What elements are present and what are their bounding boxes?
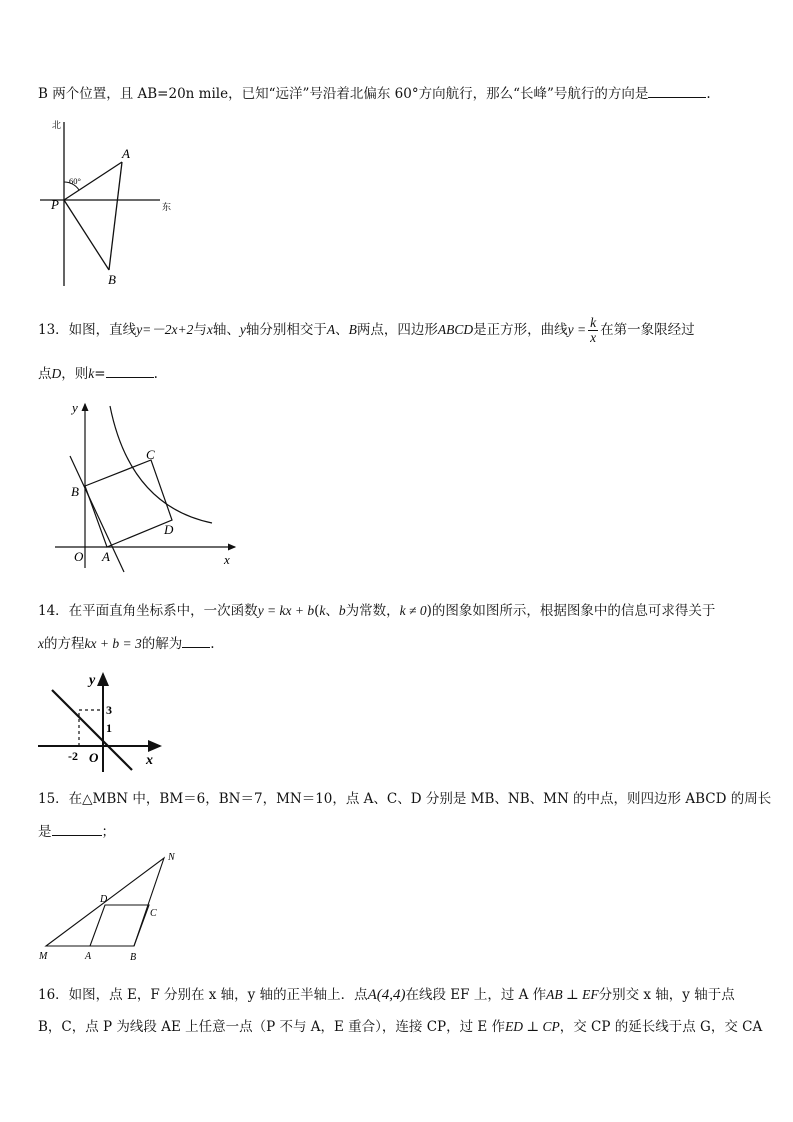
q13-text: ，则 [61, 366, 89, 382]
origin-label: O [89, 750, 99, 765]
q16-perpendicular-2: ED ⊥ CP [505, 1019, 560, 1034]
q13-text: 在第一象限经过 [600, 322, 695, 338]
q15-text-line-1 [38, 790, 771, 808]
q13-var-x: x [206, 322, 213, 337]
q13-text-line-1 [38, 316, 695, 345]
q16-point-a: A(4,4) [367, 987, 406, 1003]
point-c-label: C [150, 908, 157, 919]
q16-text-line-1 [38, 986, 735, 1004]
q13-text: 与 [193, 322, 207, 338]
q14-var-k: k [319, 603, 326, 618]
q14-text: ( [314, 603, 320, 619]
q14-text: 的解为 [141, 636, 183, 652]
q14-figure [36, 668, 166, 776]
q12-figure [36, 112, 176, 292]
q14-var-x: x [38, 636, 44, 651]
q15-figure [36, 848, 186, 968]
q14-function: y = kx + b [257, 603, 315, 618]
x-label: x [224, 552, 230, 567]
q13-text: 点 [38, 366, 52, 382]
q14-text: 为常数， [345, 603, 400, 619]
q14-text: )的图象如图所示，根据图象中的信息可求得关于 [426, 603, 716, 619]
point-d-label: D [100, 894, 108, 905]
point-a-label: A [85, 951, 92, 962]
q13-text-line-2 [38, 364, 158, 383]
east-label: 东 [162, 202, 172, 212]
point-a-label: A [122, 146, 130, 161]
point-c-label: C [146, 447, 155, 462]
north-label: 北 [52, 120, 62, 130]
q13-text: . [153, 366, 158, 382]
y-label: y [89, 673, 96, 688]
q14-text-line-2 [38, 634, 215, 653]
tick-label-neg2: -2 [68, 749, 78, 763]
fraction-denominator: x [590, 330, 597, 345]
point-b-label: B [71, 484, 79, 499]
fraction-numerator: k [590, 315, 597, 330]
quadrilateral-abcd [90, 905, 149, 946]
segment-pb [64, 200, 109, 270]
hyperbola-curve [110, 406, 212, 523]
q13-figure [50, 396, 250, 576]
answer-blank-13[interactable] [106, 364, 154, 378]
q15-text: 是 [38, 824, 52, 840]
segment-ab [109, 162, 122, 270]
q16-perpendicular-1: AB ⊥ EF [546, 987, 599, 1002]
q13-var-k: k [88, 366, 95, 381]
q13-text: 是正方形，曲线 [473, 322, 568, 338]
q13-curve-lhs: y = [567, 322, 587, 337]
q13-text: 13．如图，直线 [38, 322, 137, 338]
q14-text: . [210, 636, 215, 652]
q13-text: 轴、 [212, 322, 240, 338]
q13-var-y: y [239, 322, 246, 337]
point-d-label: D [164, 522, 174, 537]
q12-tail: . [706, 86, 711, 102]
q13-square-name: ABCD [437, 322, 474, 337]
q14-var-b: b [338, 603, 346, 618]
q15-text: 15．在△MBN 中，BM＝6，BN＝7，MN＝10，点 A、C、D 分别是 MB、NB、MN 的中点，则四边形 ABCD 的周长 [38, 791, 772, 807]
point-m-label: M [39, 951, 48, 962]
q16-text: B，C，点 P 为线段 AE 上任意一点（P 不与 A，E 重合），连接 CP，过 E 作 [38, 1019, 506, 1035]
q14-text-line-1 [38, 602, 715, 620]
square-abcd [85, 460, 172, 547]
q14-text: 、 [325, 603, 339, 619]
y-label: y [72, 400, 78, 415]
q16-text-line-2 [38, 1018, 762, 1036]
q13-line-equation: y=－2x+2 [136, 322, 194, 337]
q13-point-b: B [348, 322, 357, 337]
answer-blank-14[interactable] [182, 634, 210, 648]
q16-text: 分别交 x 轴，y 轴于点 [598, 987, 735, 1003]
q16-text: ，交 CP 的延长线于点 G，交 CA [559, 1019, 763, 1035]
q16-text: 16．如图，点 E，F 分别在 x 轴，y 轴的正半轴上．点 [38, 987, 368, 1003]
q14-equation: kx + b = 3 [84, 636, 142, 651]
q13-text: 轴分别相交于 [245, 322, 327, 338]
point-p-label: P [51, 197, 59, 212]
point-b-label: B [108, 272, 116, 287]
tick-label-3: 3 [106, 703, 112, 717]
q12-text-line [38, 84, 711, 103]
q13-fraction [588, 316, 598, 345]
point-n-label: N [168, 852, 175, 863]
answer-blank-15[interactable] [52, 822, 102, 836]
answer-blank-12[interactable] [648, 84, 706, 98]
q16-text: 在线段 EF 上，过 A 作 [405, 987, 547, 1003]
point-b-label: B [130, 952, 137, 963]
q13-text: = [94, 366, 106, 382]
origin-label: O [74, 549, 84, 564]
point-a-label: A [102, 549, 110, 564]
tick-label-1: 1 [106, 721, 112, 735]
q14-text: 14．在平面直角坐标系中，一次函数 [38, 603, 258, 619]
x-label: x [146, 753, 153, 768]
q15-text: ； [101, 824, 115, 840]
q14-condition: k ≠ 0 [399, 603, 427, 618]
q13-text: 、 [335, 322, 349, 338]
q13-point-d: D [51, 366, 62, 381]
q13-point-a: A [326, 322, 336, 337]
angle-label: 60° [69, 176, 81, 186]
q15-text-line-2 [38, 822, 115, 841]
q14-text: 的方程 [44, 636, 85, 652]
q12-text: B 两个位置，且 AB=20n mile，已知“远洋”号沿着北偏东 60°方向航行，那么“长峰”号航行的方向是 [38, 86, 649, 102]
q13-text: 两点，四边形 [356, 322, 438, 338]
